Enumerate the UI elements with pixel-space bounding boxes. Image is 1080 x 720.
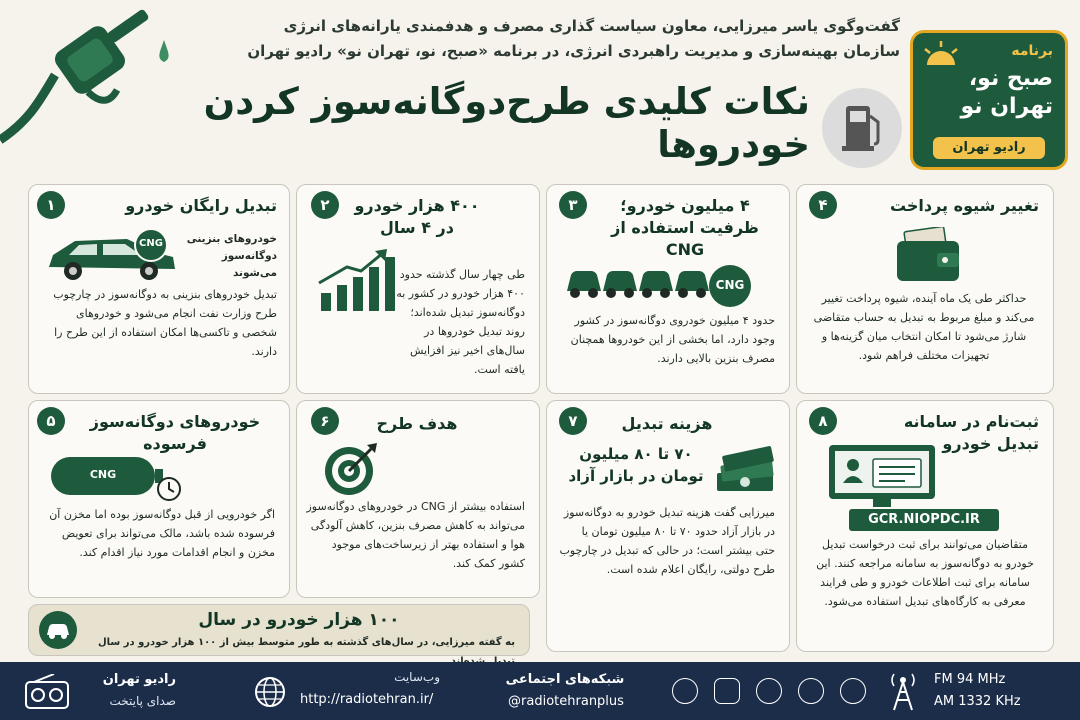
am-frequency: AM 1332 KHz <box>934 694 1021 709</box>
card-number: ۴ <box>809 191 837 219</box>
target-icon <box>321 441 381 497</box>
subtitle-line-2: سازمان بهینه‌سازی و مدیریت راهبردی انرژی، در برنامه «صبح، نو، تهران نو» رادیو تهران <box>247 42 900 60</box>
card-number: ۲ <box>311 191 339 219</box>
rubika-icon[interactable] <box>840 678 866 704</box>
social-handle[interactable]: @radiotehranplus <box>508 694 624 709</box>
banner-title: ۱۰۰ هزار خودرو در سال <box>198 610 400 630</box>
radio-icon <box>24 674 70 710</box>
program-logo <box>910 30 1068 170</box>
footer <box>0 662 1080 720</box>
whatsapp-icon[interactable] <box>798 678 824 704</box>
url-badge[interactable]: GCR.NIOPDC.IR <box>849 509 999 531</box>
cost-highlight: ۷۰ تا ۸۰ میلیون تومان در بازار آزاد <box>568 445 704 485</box>
card-plan-goal <box>296 400 540 598</box>
card-title: خودروهای دوگانه‌سوز فرسوده <box>89 412 261 453</box>
car-circle-icon <box>39 611 77 649</box>
card-number: ۳ <box>559 191 587 219</box>
logo-station: رادیو تهران <box>933 137 1045 159</box>
card-title: ۴۰۰ هزار خودرو در ۴ سال <box>354 196 480 237</box>
card-body: میرزایی گفت هزینه تبدیل خودرو به دوگانه‌سوز در بازار آزاد حدود ۷۰ تا ۸۰ میلیون تومان یا حتی بیشتر است؛ در حالی که تبدیل در چارچوب طرح دولتی، رایگان اعلام شده است. <box>559 506 775 576</box>
card-body: تبدیل خودروهای بنزینی به دوگانه‌سوز در چارچوب طرح وزارت نفت انجام می‌شود و خودروهای شخصی و تاکسی‌ها امکان استفاده از این طرح را دارند. <box>53 288 277 358</box>
card-title: تبدیل رایگان خودرو <box>125 196 277 215</box>
social-label: شبکه‌های اجتماعی <box>505 672 625 687</box>
page-title: نکات کلیدی طرح‌دوگانه‌سوز کردن خودروها <box>203 80 810 166</box>
card-title: تغییر شیوه پرداخت <box>889 196 1039 215</box>
card-400k-cars <box>296 184 540 394</box>
fm-frequency: FM 94 MHz <box>934 672 1006 687</box>
radio-tower-icon <box>888 672 918 712</box>
growth-chart-icon <box>317 247 397 313</box>
cng-car-icon <box>41 227 181 283</box>
card-worn-tanks <box>28 400 290 598</box>
card-payment-change <box>796 184 1054 394</box>
card-title: هدف طرح <box>376 414 458 433</box>
card-body: طی چهار سال گذشته حدود ۴۰۰ هزار خودرو در کشور به دوگانه‌سوز تبدیل شده‌اند؛ روند تبدیل خودروها در سال‌های اخیر نیز افزایش یافته است. <box>396 268 525 376</box>
wallet-icon <box>893 227 963 283</box>
yearly-stat-banner <box>28 604 530 656</box>
logo-program-name: صبح نو، تهران نو <box>960 66 1053 119</box>
card-title: ۴ میلیون خودرو؛ ظرفیت استفاده از CNG <box>611 196 759 259</box>
footer-station-sub: صدای پایتخت <box>109 694 176 708</box>
banner-body: به گفته میرزایی، در سال‌های گذشته به طور متوسط بیش از ۱۰۰ هزار خودرو در سال <box>97 637 515 648</box>
card-number: ۶ <box>311 407 339 435</box>
monitor-icon <box>827 443 937 509</box>
website-label: وب‌سایت <box>394 670 440 684</box>
fuel-pump-icon <box>822 88 902 168</box>
card-4m-cars <box>546 184 790 394</box>
cng-badge: CNG <box>139 238 163 249</box>
card-body: استفاده بیشتر از CNG در خودروهای دوگانه‌سوز می‌تواند به کاهش مصرف بنزین، کاهش آلودگی هوا و استفاده بهتر از زیرساخت‌های موجود کشور کمک کند. <box>306 500 525 570</box>
money-stack-icon <box>713 445 777 495</box>
card-number: ۸ <box>809 407 837 435</box>
twitter-icon[interactable] <box>672 678 698 704</box>
card-conversion-cost <box>546 400 790 652</box>
card-registration <box>796 400 1054 652</box>
card-body: متقاضیان می‌توانند برای ثبت درخواست تبدیل خودرو به دوگانه‌سوز به سامانه مراجعه کنند. این سامانه برای ثبت اطلاعات خودرو و طی فرایند معرفی به کارگاه‌های تبدیل استفاده می‌شود. <box>816 538 1034 608</box>
card-number: ۱ <box>37 191 65 219</box>
cars-row-icon <box>565 265 715 301</box>
footer-station: رادیو تهران <box>102 672 176 687</box>
subtitle-line-1: گفت‌وگوی یاسر میرزایی، معاون سیاست گذاری مصرف و هدفمندی یارانه‌های انرژی <box>283 17 900 35</box>
telegram-icon[interactable] <box>756 678 782 704</box>
card-number: ۷ <box>559 407 587 435</box>
icon-caption: خودروهای بنزینی دوگانه‌سوز می‌شوند <box>186 233 277 279</box>
header <box>0 0 1080 178</box>
card-free-conversion <box>28 184 290 394</box>
logo-program-label: برنامه <box>1011 43 1053 59</box>
cng-tank-label: CNG <box>89 468 117 481</box>
card-body: اگر خودرویی از قبل دوگانه‌سوز بوده اما مخزن آن فرسوده شده باشد، مالک می‌تواند برای تعویض مخزن و انجام اقدامات مورد نیاز اقدام کند. <box>49 508 275 559</box>
subtitle <box>140 14 900 64</box>
card-body: حدود ۴ میلیون خودروی دوگانه‌سوز در کشور وجود دارد، اما بخشی از این خودروها همچنان مصرف بنزین بالایی دارند. <box>570 314 775 365</box>
cng-badge-label: CNG <box>715 278 745 292</box>
card-title: ثبت‌نام در سامانه تبدیل خودرو <box>903 412 1039 453</box>
globe-icon[interactable] <box>254 676 286 708</box>
card-body: حداکثر طی یک ماه آینده، شیوه پرداخت تغییر می‌کند و مبلغ مربوط به تبدیل به حساب متقاضی شارژ می‌شود تا امکان انتخاب میان گزینه‌ها و تجهیزات مختلف فراهم شود. <box>813 292 1035 362</box>
instagram-icon[interactable] <box>714 678 740 704</box>
card-number: ۵ <box>37 407 65 435</box>
card-title: هزینه تبدیل <box>621 414 713 433</box>
website-url[interactable]: http://radiotehran.ir/ <box>300 692 434 707</box>
